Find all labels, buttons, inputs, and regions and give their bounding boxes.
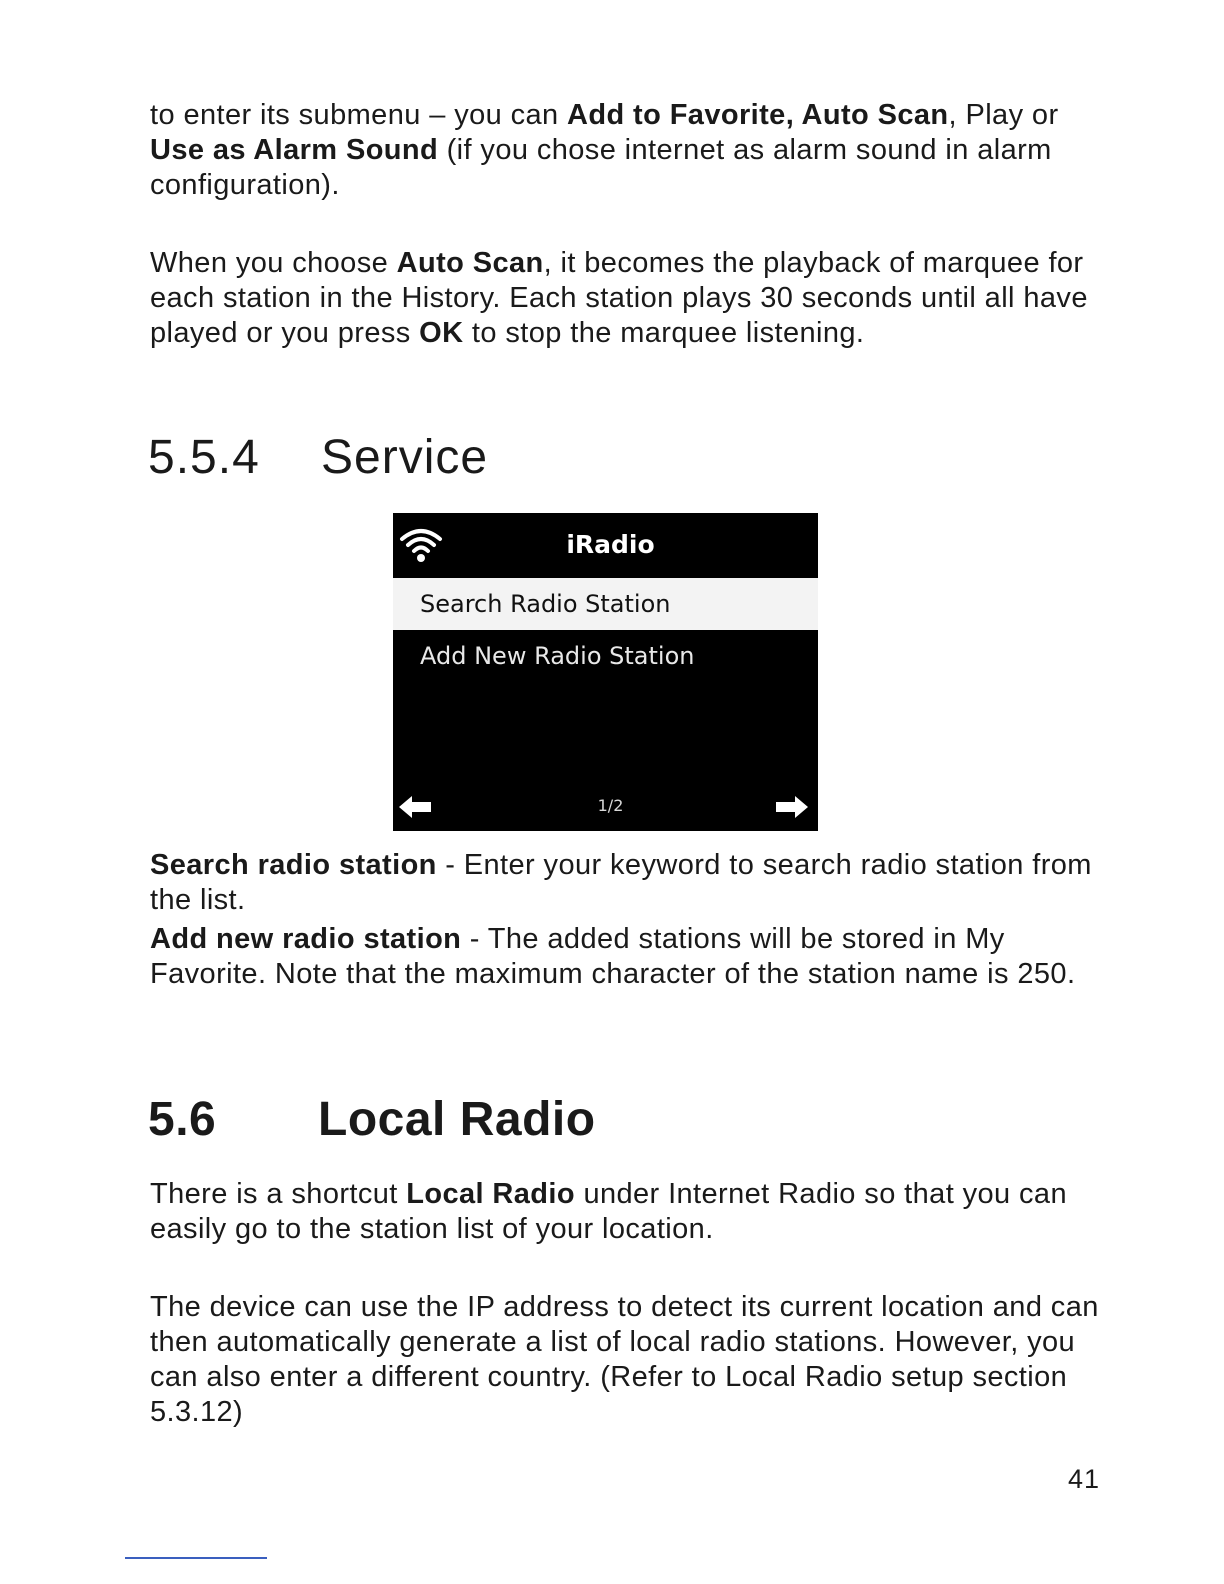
menu-item-add-new-radio-station[interactable]: Add New Radio Station [393,630,818,682]
bold-ok: OK [419,317,464,349]
page-indicator: 1/2 [597,796,624,815]
section-number: 5.6 [148,1093,217,1146]
section-title: Service [321,431,489,484]
screen-header [393,513,818,576]
term-add-new-radio-station: Add new radio station [150,923,462,955]
bold-use-as-alarm-sound: Use as Alarm Sound [150,134,439,166]
page-number: 41 [1068,1464,1101,1494]
add-description: Add new radio station - The added stations will be stored in My Favorite. Note that the maximum character of the station name is 250. [150,923,1076,990]
bold-local-radio: Local Radio [406,1178,575,1210]
search-description: Search radio station - Enter your keyword to search radio station from the list. [150,849,1092,916]
section-heading-service [148,430,488,485]
section-number: 5.5.4 [148,431,260,484]
auto-scan-paragraph: When you choose Auto Scan, it becomes the playback of marquee for each station in the History. Each station plays 30 seconds until all have played or you press OK to stop the marquee listening. [150,247,1088,349]
ip-location-paragraph: The device can use the IP address to detect its current location and can then automatically generate a list of local radio stations. However, you can also enter a different country. (Refer to Local Radio setup section 5.3.12) [150,1291,1099,1428]
menu-item-search-radio-station[interactable]: Search Radio Station [393,578,818,630]
footer-rule [125,1557,267,1559]
term-search-radio-station: Search radio station [150,849,437,881]
device-screen [393,513,818,831]
section-title: Local Radio [318,1093,596,1146]
bold-add-to-favorite: Add to Favorite, Auto Scan [567,99,949,131]
local-radio-paragraph: There is a shortcut Local Radio under Internet Radio so that you can easily go to the station list of your location. [150,1178,1067,1245]
screen-title: iRadio [566,530,655,559]
bold-auto-scan: Auto Scan [396,247,544,279]
arrow-right-icon[interactable] [774,794,810,820]
intro-paragraph: to enter its submenu – you can Add to Favorite, Auto Scan, Play or Use as Alarm Sound (if you chose internet as alarm sound in alarm configuration). [150,99,1059,201]
section-heading-local-radio [148,1092,596,1147]
